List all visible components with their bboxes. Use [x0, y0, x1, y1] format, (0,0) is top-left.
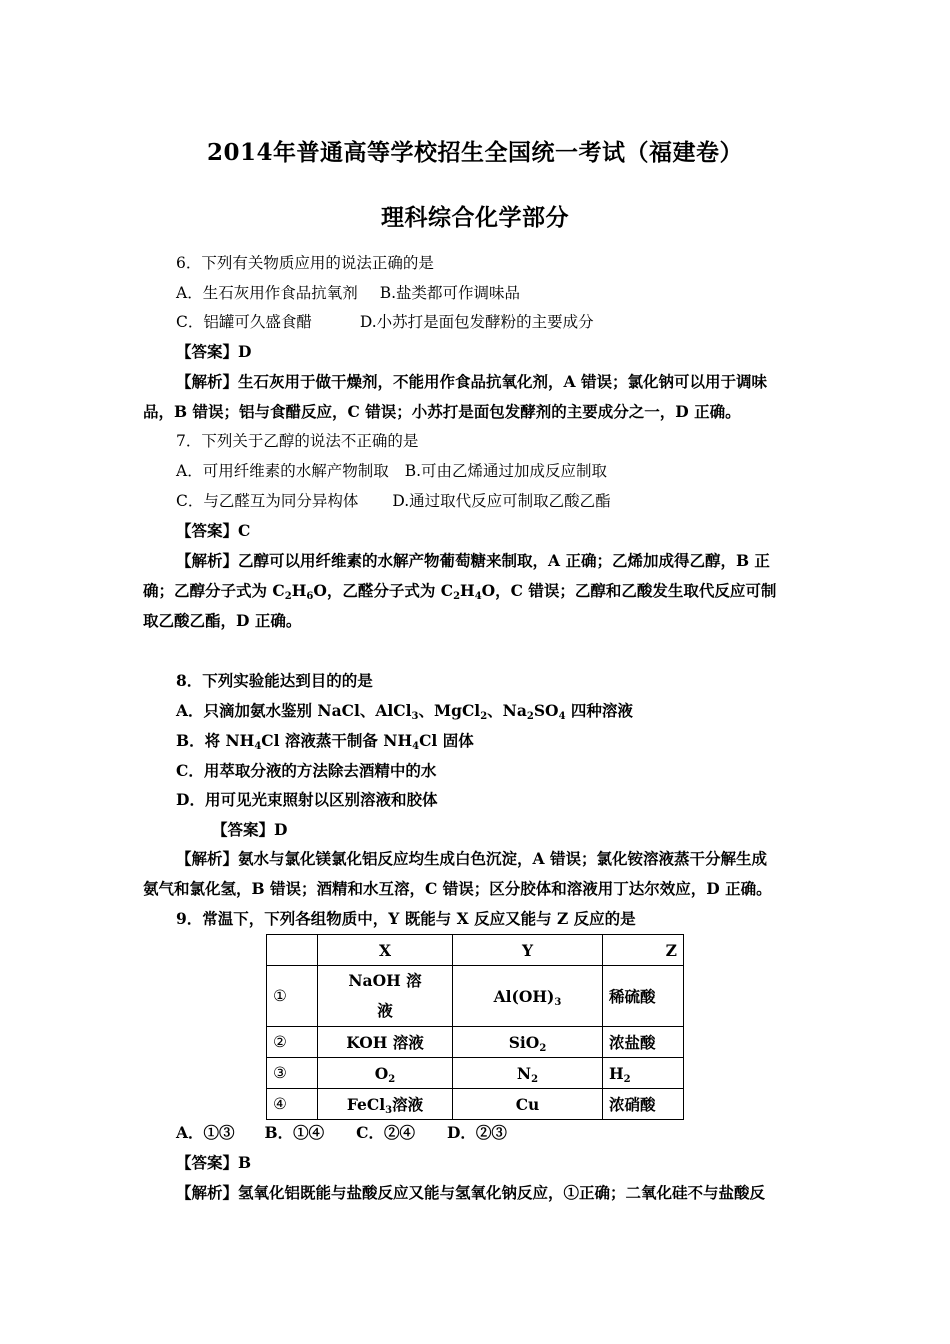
q6-option-b: B.盐类都可作调味品 [379, 284, 521, 302]
analysis-label: 【解析】 [176, 551, 239, 570]
q6-stem: 6．下列有关物质应用的说法正确的是 [176, 254, 434, 272]
text: B．将 NH [176, 731, 255, 750]
q7-option-c: C．与乙醛互为同分异构体 [176, 492, 359, 510]
cell-text: 溶液 [392, 1095, 424, 1114]
q9-analysis-line1 [176, 1183, 765, 1203]
q9-answer [176, 1153, 251, 1173]
q7-option-a: A．可用纤维素的水解产物制取 [176, 462, 389, 480]
q8-stem: 8．下列实验能达到目的的是 [176, 671, 373, 690]
table-cell [453, 1027, 603, 1058]
cell-text: NaOH 溶 [348, 971, 422, 990]
q8-option-b [176, 731, 474, 751]
text: 四种溶液 [565, 701, 633, 720]
q7-analysis-line1 [176, 551, 770, 571]
q8-analysis-line1 [176, 849, 767, 869]
cell-text: H [609, 1063, 624, 1083]
answer-label: 【答案】 [176, 342, 239, 361]
subscript: 2 [480, 711, 488, 722]
text: H [291, 581, 307, 600]
q7-options-ab [176, 461, 607, 481]
q7-options-cd [176, 491, 611, 511]
subscript: 4 [412, 741, 420, 752]
text: O，C 错误；乙醇和乙酸发生取代反应可制 [481, 581, 777, 600]
q9-option-d: D．②③ [446, 1123, 507, 1142]
table-row [267, 1027, 684, 1058]
analysis-text: 氨水与氯化镁氯化铝反应均生成白色沉淀，A 错误；氯化铵溶液蒸干分解生成 [238, 849, 767, 868]
q8-analysis-line2: 氨气和氯化氢，B 错误；酒精和水互溶，C 错误；区分胶体和溶液用丁达尔效应，D 正确。 [143, 879, 772, 898]
subscript: 2 [539, 1042, 547, 1054]
analysis-text: 生石灰用于做干燥剂，不能用作食品抗氧化剂，A 错误；氯化钠可以用于调味 [238, 372, 767, 391]
analysis-label: 【解析】 [176, 1183, 239, 1202]
answer-label: 【答案】 [176, 1153, 239, 1172]
q6-answer [176, 342, 251, 362]
subscript: 3 [554, 996, 562, 1008]
q7-answer [176, 521, 250, 541]
cell-text: FeCl [346, 1095, 386, 1114]
table-cell: 浓盐酸 [603, 1027, 684, 1058]
table-cell [453, 1058, 603, 1089]
table-cell: Cu [453, 1089, 603, 1120]
q6-analysis-line1 [176, 372, 767, 392]
answer-value: D [238, 342, 252, 361]
table-cell: 浓硝酸 [603, 1089, 684, 1120]
table-cell: 稀硫酸 [603, 966, 684, 1027]
q7-analysis-line2 [143, 581, 776, 601]
q8-option-c: C．用萃取分液的方法除去酒精中的水 [176, 761, 437, 780]
text: Cl 固体 [419, 731, 474, 750]
q8-option-d: D．用可见光束照射以区别溶液和胶体 [176, 790, 438, 809]
table-row [267, 966, 684, 1027]
q9-option-c: C．②④ [356, 1123, 415, 1142]
section-title: 理科综合化学部分 [381, 204, 569, 231]
table-header-row [267, 935, 684, 966]
table-cell: ② [267, 1027, 318, 1058]
q9-option-b: B．①④ [264, 1123, 325, 1142]
table-cell [453, 966, 603, 1027]
q6-options-ab [176, 283, 520, 303]
subscript: 6 [306, 591, 314, 602]
subscript: 2 [284, 591, 292, 602]
table-row [267, 1058, 684, 1089]
table-cell [318, 1058, 453, 1089]
analysis-text: 乙醇可以用纤维素的水解产物葡萄糖来制取，A 正确；乙烯加成得乙醇，B 正 [238, 551, 770, 570]
q9-table [266, 934, 684, 1120]
cell-text: N [516, 1063, 532, 1083]
table-cell: ③ [267, 1058, 318, 1089]
q6-option-a: A．生石灰用作食品抗氧剂 [176, 284, 358, 302]
table-cell: KOH 溶液 [318, 1027, 453, 1058]
q6-option-d: D.小苏打是面包发酵粉的主要成分 [359, 313, 594, 331]
q7-option-b: B.可由乙烯通过加成反应制取 [404, 462, 608, 480]
text: A．只滴加氨水鉴别 NaCl、AlCl [176, 701, 412, 720]
table-header-cell: Y [453, 935, 603, 966]
subscript: 2 [531, 1073, 539, 1085]
q7-stem: 7．下列关于乙醇的说法不正确的是 [176, 432, 419, 450]
answer-value: C [238, 521, 251, 540]
exam-title: 2014年普通高等学校招生全国统一考试（福建卷） [206, 139, 743, 166]
subscript: 2 [388, 1073, 396, 1085]
text: Cl 溶液蒸干制备 NH [261, 731, 413, 750]
subscript: 4 [558, 711, 566, 722]
subscript: 3 [385, 1105, 393, 1116]
q9-option-a: A．①③ [176, 1123, 235, 1142]
q9-options [176, 1123, 507, 1143]
subscript: 3 [411, 711, 419, 722]
answer-label: 【答案】 [176, 521, 239, 540]
subscript: 2 [526, 711, 534, 722]
table-header-cell [267, 935, 318, 966]
q6-option-c: C．铝罐可久盛食醋 [176, 313, 312, 331]
text: H [460, 581, 475, 600]
analysis-text: 氢氧化铝既能与盐酸反应又能与氢氧化钠反应，①正确；二氧化硅不与盐酸反 [238, 1183, 766, 1202]
subscript: 2 [623, 1073, 631, 1085]
q9-stem: 9．常温下，下列各组物质中，Y 既能与 X 反应又能与 Z 反应的是 [176, 909, 636, 928]
cell-text: SiO [508, 1032, 540, 1052]
cell-text: O [374, 1063, 389, 1083]
answer-label: 【答案】 [212, 820, 275, 839]
subscript: 2 [453, 591, 461, 602]
analysis-label: 【解析】 [176, 849, 239, 868]
table-cell: ④ [267, 1089, 318, 1120]
q7-analysis-line3: 取乙酸乙酯，D 正确。 [143, 611, 302, 630]
table-header-cell: X [318, 935, 453, 966]
text: SO [533, 701, 559, 720]
text: 、MgCl [418, 701, 481, 720]
table-cell [603, 1058, 684, 1089]
cell-text: 液 [377, 1001, 393, 1020]
q6-analysis-line2: 品，B 错误；铝与食醋反应，C 错误；小苏打是面包发酵剂的主要成分之一，D 正确。 [143, 402, 741, 421]
subscript: 4 [474, 591, 482, 602]
answer-value: B [238, 1153, 252, 1172]
table-cell [318, 966, 453, 1027]
table-header-cell: Z [603, 935, 684, 966]
q8-option-a [176, 701, 633, 721]
q7-option-d: D.通过取代反应可制取乙酸乙酯 [392, 492, 611, 510]
text: 确；乙醇分子式为 C [143, 581, 285, 600]
text: O，乙醛分子式为 C [313, 581, 454, 600]
analysis-label: 【解析】 [176, 372, 239, 391]
q6-options-cd [176, 312, 594, 332]
text: 、Na [487, 701, 527, 720]
q8-answer [212, 820, 287, 840]
subscript: 4 [254, 741, 262, 752]
cell-text: Al(OH) [493, 986, 555, 1006]
table-cell: ① [267, 966, 318, 1027]
answer-value: D [274, 820, 288, 839]
table-cell [318, 1089, 453, 1120]
table-row [267, 1089, 684, 1120]
